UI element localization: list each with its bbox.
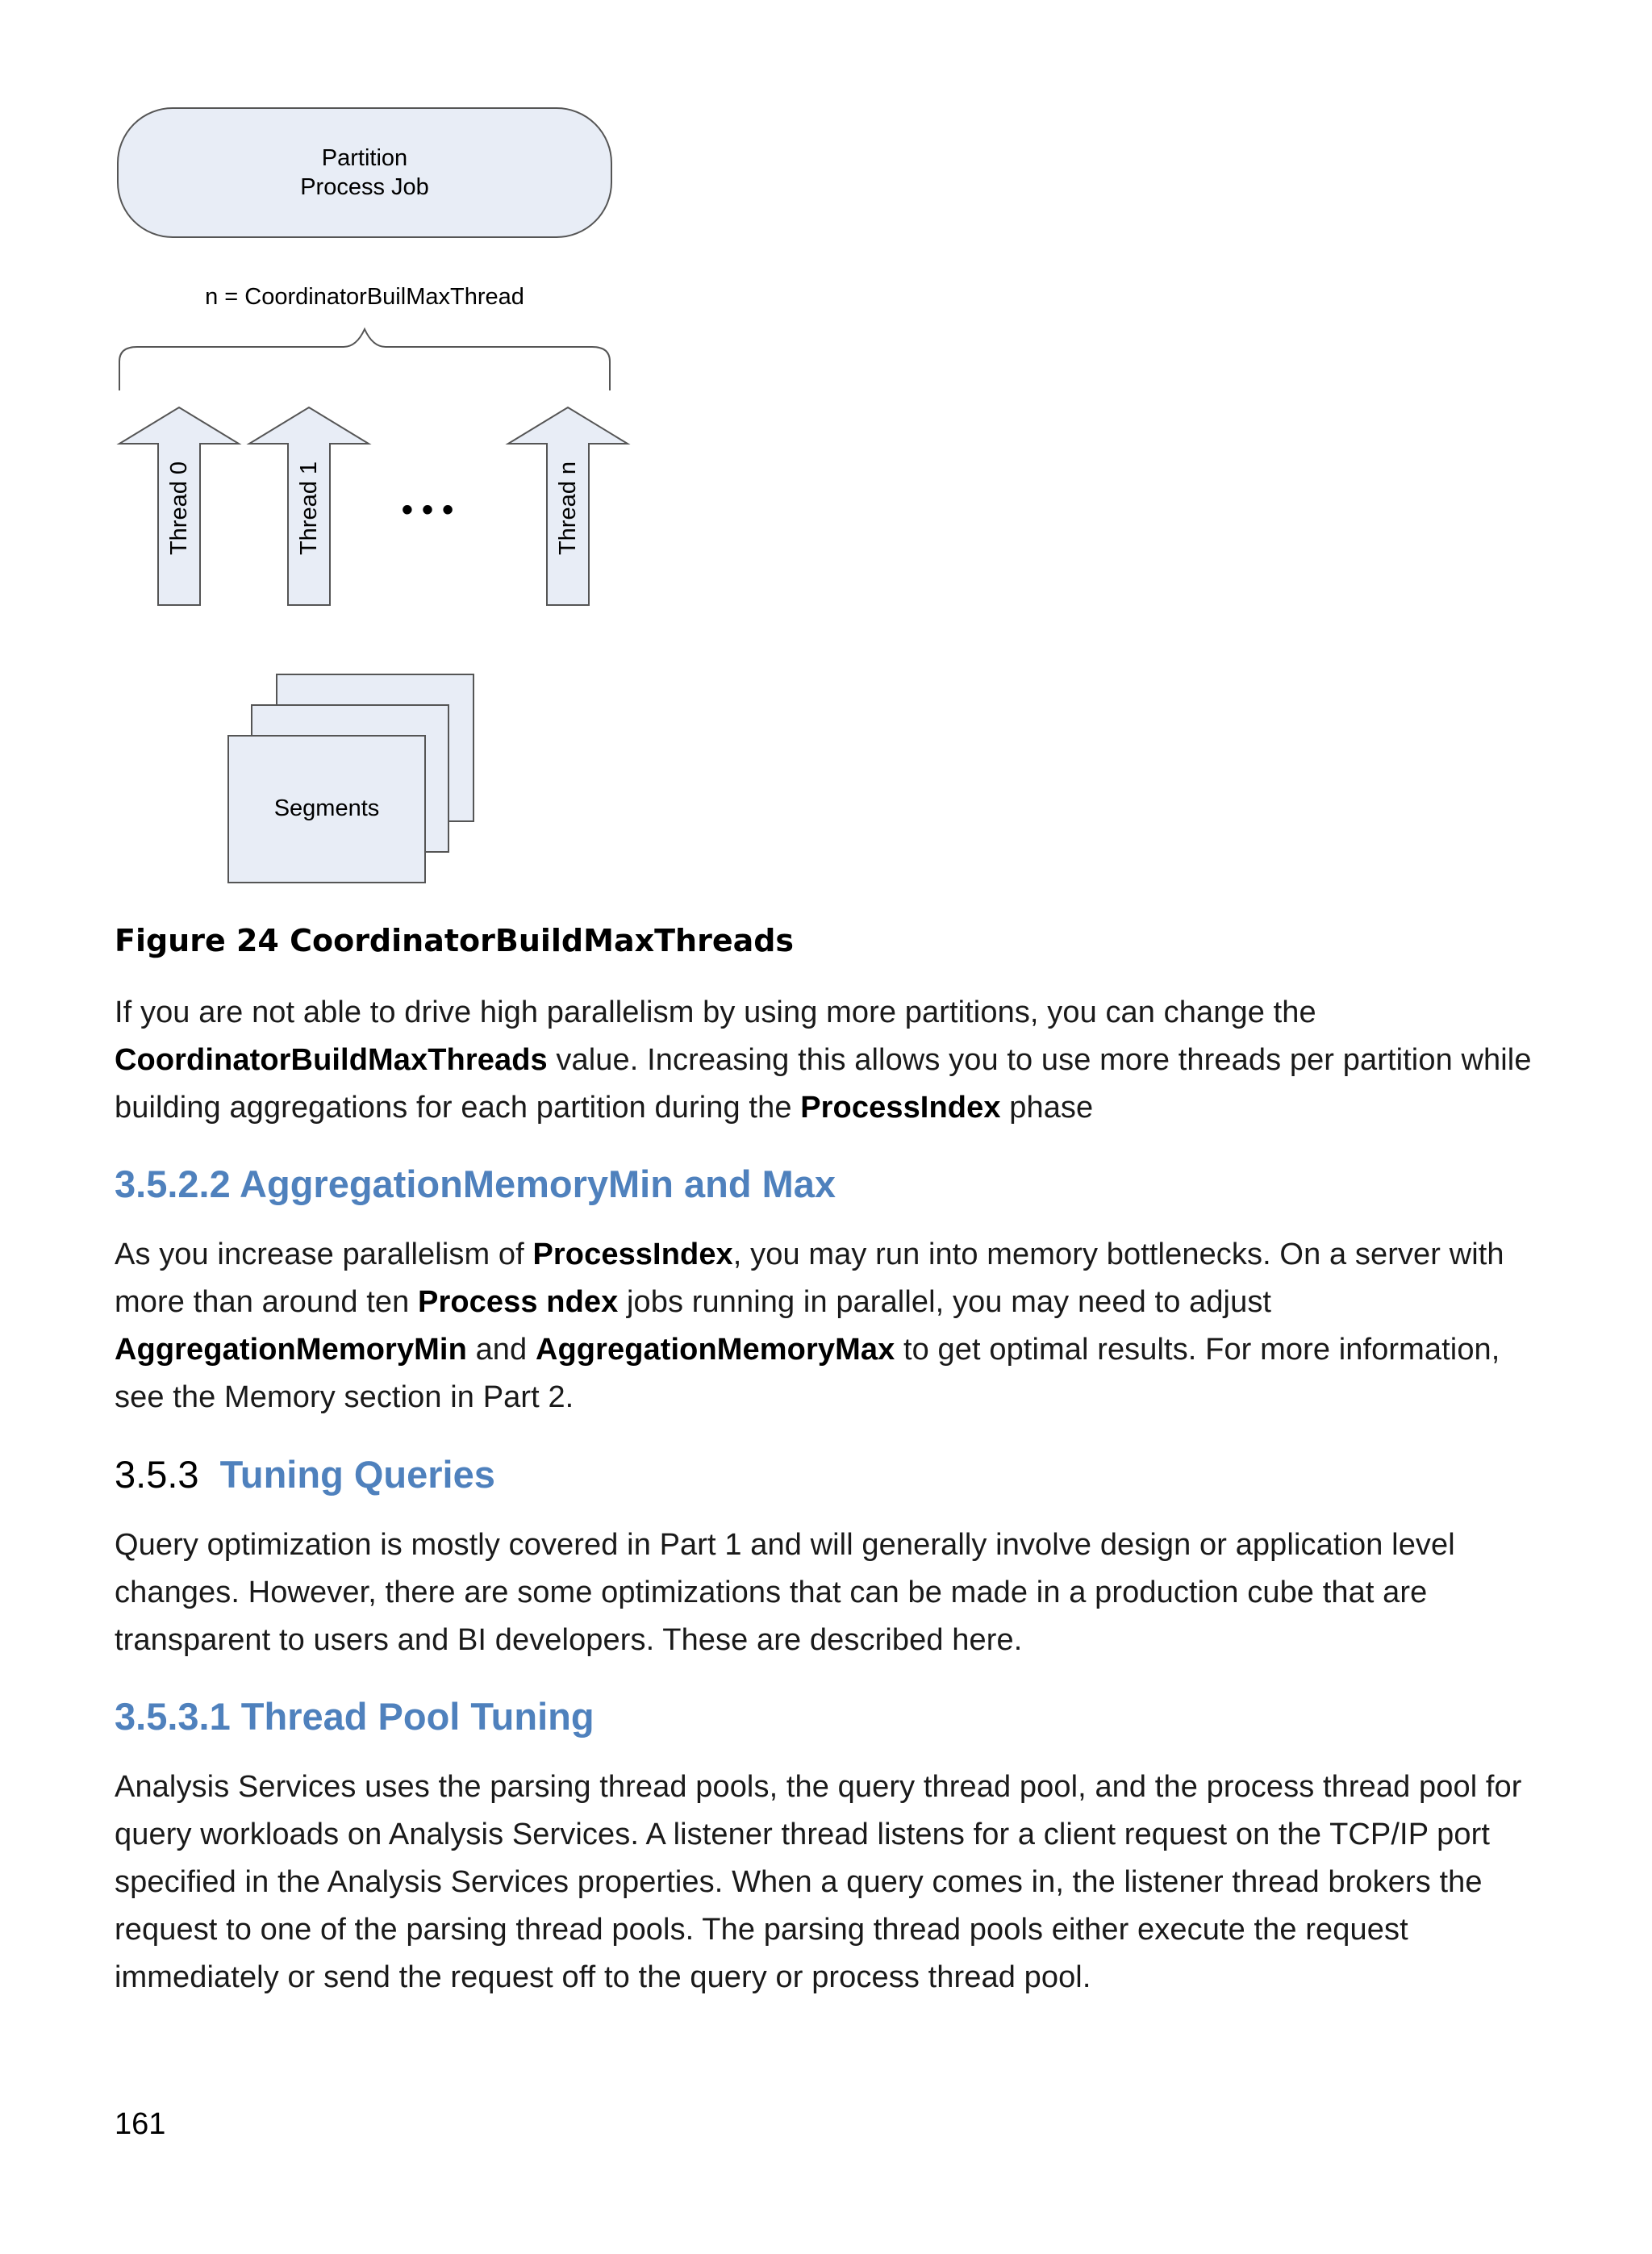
- section-heading-aggregation-memory: 3.5.2.2 AggregationMemoryMin and Max: [115, 1162, 836, 1205]
- thread-0-label: Thread 0: [166, 461, 192, 556]
- para1-text-2: value. Increasing this allows you to use more threads per partition while building aggregations for each partition during the: [115, 1043, 1532, 1125]
- para2-text-1: As you increase parallelism of: [115, 1238, 533, 1271]
- partition-job-line1: Partition: [321, 145, 408, 171]
- heading-title: Tuning Queries: [219, 1453, 495, 1496]
- heading-number: 3.5.3: [115, 1453, 199, 1496]
- segments-label: Segments: [273, 795, 380, 821]
- partition-job-line2: Process Job: [300, 174, 429, 200]
- para2-text-4: and: [466, 1333, 536, 1367]
- thread-1-label: Thread 1: [296, 461, 322, 556]
- section-heading-thread-pool: 3.5.3.1 Thread Pool Tuning: [115, 1695, 594, 1738]
- thread-diagram: [105, 97, 653, 904]
- para2-bold-4: AggregationMemoryMax: [535, 1333, 895, 1367]
- page-number: 161: [115, 2107, 166, 2141]
- section-heading-tuning-queries: [115, 1452, 1534, 1496]
- formula-label: n = CoordinatorBuilMaxThread: [205, 284, 524, 310]
- paragraph-1: [115, 989, 1534, 1132]
- figure-caption: Figure 24 CoordinatorBuildMaxThreads: [115, 923, 795, 958]
- para1-text-3: phase: [1000, 1091, 1094, 1125]
- paragraph-2: [115, 1231, 1534, 1421]
- paragraph-3: Query optimization is mostly covered in Part 1 and will generally involve design or application level changes. However, there are some optimizations that can be made in a production cube that are transparent to users and BI developers. These are described here.: [115, 1528, 1455, 1657]
- curly-brace-icon: [119, 329, 610, 390]
- ellipsis-dots: • • •: [401, 492, 454, 528]
- paragraph-4: Analysis Services uses the parsing thread pools, the query thread pool, and the process thread pool for query workloads on Analysis Services. A listener thread listens for a client request on the TCP/IP port specified in the Analysis Services properties. When a query comes in, the listener thread brokers the request to one of the parsing thread pools. The parsing thread pools either execute the request immediately or send the request off to the query or process thread pool.: [115, 1770, 1522, 1994]
- para2-bold-2: Process ndex: [418, 1285, 619, 1319]
- para1-text-1: If you are not able to drive high parallelism by using more partitions, you can change the: [115, 996, 1316, 1029]
- para1-bold-1: CoordinatorBuildMaxThreads: [115, 1043, 548, 1077]
- para2-text-3: jobs running in parallel, you may need to adjust: [618, 1285, 1272, 1319]
- para2-text-2: , you may run into memory bottlenecks. On a server with more than around ten: [115, 1238, 1504, 1319]
- para2-bold-1: ProcessIndex: [532, 1238, 733, 1271]
- para1-bold-2: ProcessIndex: [800, 1091, 1001, 1125]
- thread-n-label: Thread n: [555, 461, 581, 556]
- para2-bold-3: AggregationMemoryMin: [115, 1333, 467, 1367]
- para2-text-5: to get optimal results. For more information, see the Memory section in Part 2.: [115, 1333, 1500, 1414]
- partition-job-label: [118, 144, 611, 202]
